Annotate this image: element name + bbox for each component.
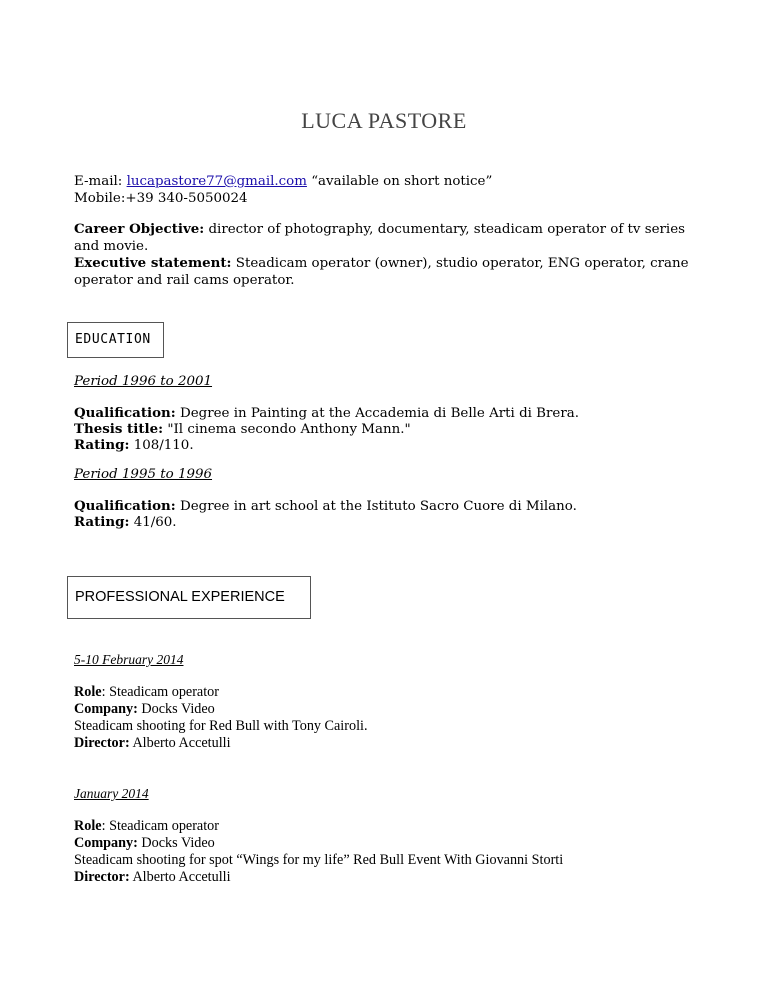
availability-note: “available on short notice”	[311, 174, 493, 189]
experience-description-1: Steadicam shooting for Red Bull with Tony Cairoli.	[74, 718, 368, 734]
director-text: Alberto Accetulli	[132, 735, 231, 751]
director-text: Alberto Accetulli	[132, 869, 231, 885]
email-link[interactable]: lucapastore77@gmail.com	[126, 174, 307, 189]
education-period-2: Period 1995 to 1996	[74, 467, 213, 482]
experience-heading: PROFESSIONAL EXPERIENCE	[75, 589, 285, 605]
rating-text: 108/110.	[133, 438, 194, 453]
education-period-1: Period 1996 to 2001	[74, 374, 213, 389]
experience-role-2	[74, 818, 219, 836]
company-text: Docks Video	[141, 835, 215, 851]
qualification-text: Degree in Painting at the Accademia di Belle Arti di Brera.	[179, 406, 579, 421]
director-label: Director:	[74, 735, 130, 751]
qualification-label: Qualification:	[74, 405, 176, 421]
education-rating-2	[74, 514, 177, 531]
role-label: Role	[74, 684, 102, 700]
rating-text: 41/60.	[133, 515, 177, 530]
experience-role-1	[74, 684, 219, 702]
education-heading: EDUCATION	[75, 332, 151, 347]
education-thesis-1	[74, 421, 411, 438]
rating-label: Rating:	[74, 437, 130, 453]
career-objective-cont: and movie.	[74, 239, 149, 254]
role-label: Role	[74, 818, 102, 834]
experience-director-1	[74, 735, 231, 753]
experience-date-1: 5-10 February 2014	[74, 652, 184, 667]
experience-description-2: Steadicam shooting for spot “Wings for my life” Red Bull Event With Giovanni Storti	[74, 852, 564, 868]
role-text: : Steadicam operator	[101, 684, 219, 700]
career-objective-label: Career Objective:	[74, 221, 205, 237]
experience-company-2	[74, 835, 215, 853]
experience-company-1	[74, 701, 215, 719]
education-qualification-2	[74, 498, 577, 515]
executive-statement	[74, 255, 689, 272]
thesis-label: Thesis title:	[74, 421, 164, 437]
mobile-line: Mobile:+39 340-5050024	[74, 191, 248, 206]
role-text: : Steadicam operator	[101, 818, 219, 834]
company-label: Company:	[74, 835, 138, 851]
executive-statement-cont: operator and rail cams operator.	[74, 273, 295, 288]
career-objective	[74, 221, 685, 238]
career-objective-text: director of photography, documentary, steadicam operator of tv series	[208, 222, 686, 237]
education-qualification-1	[74, 405, 579, 422]
experience-director-2	[74, 869, 231, 887]
experience-heading-box	[67, 576, 311, 619]
email-label: E-mail:	[74, 174, 123, 189]
thesis-text: "Il cinema secondo Anthony Mann."	[167, 422, 411, 437]
company-text: Docks Video	[141, 701, 215, 717]
education-rating-1	[74, 437, 194, 454]
rating-label: Rating:	[74, 514, 130, 530]
email-line	[74, 173, 492, 190]
qualification-label: Qualification:	[74, 498, 176, 514]
director-label: Director:	[74, 869, 130, 885]
candidate-name: LUCA PASTORE	[301, 108, 467, 133]
education-heading-box	[67, 322, 164, 358]
executive-statement-label: Executive statement:	[74, 255, 232, 271]
experience-date-2: January 2014	[74, 786, 149, 801]
executive-statement-text: Steadicam operator (owner), studio operator, ENG operator, crane	[235, 256, 689, 271]
company-label: Company:	[74, 701, 138, 717]
qualification-text: Degree in art school at the Istituto Sacro Cuore di Milano.	[179, 499, 577, 514]
